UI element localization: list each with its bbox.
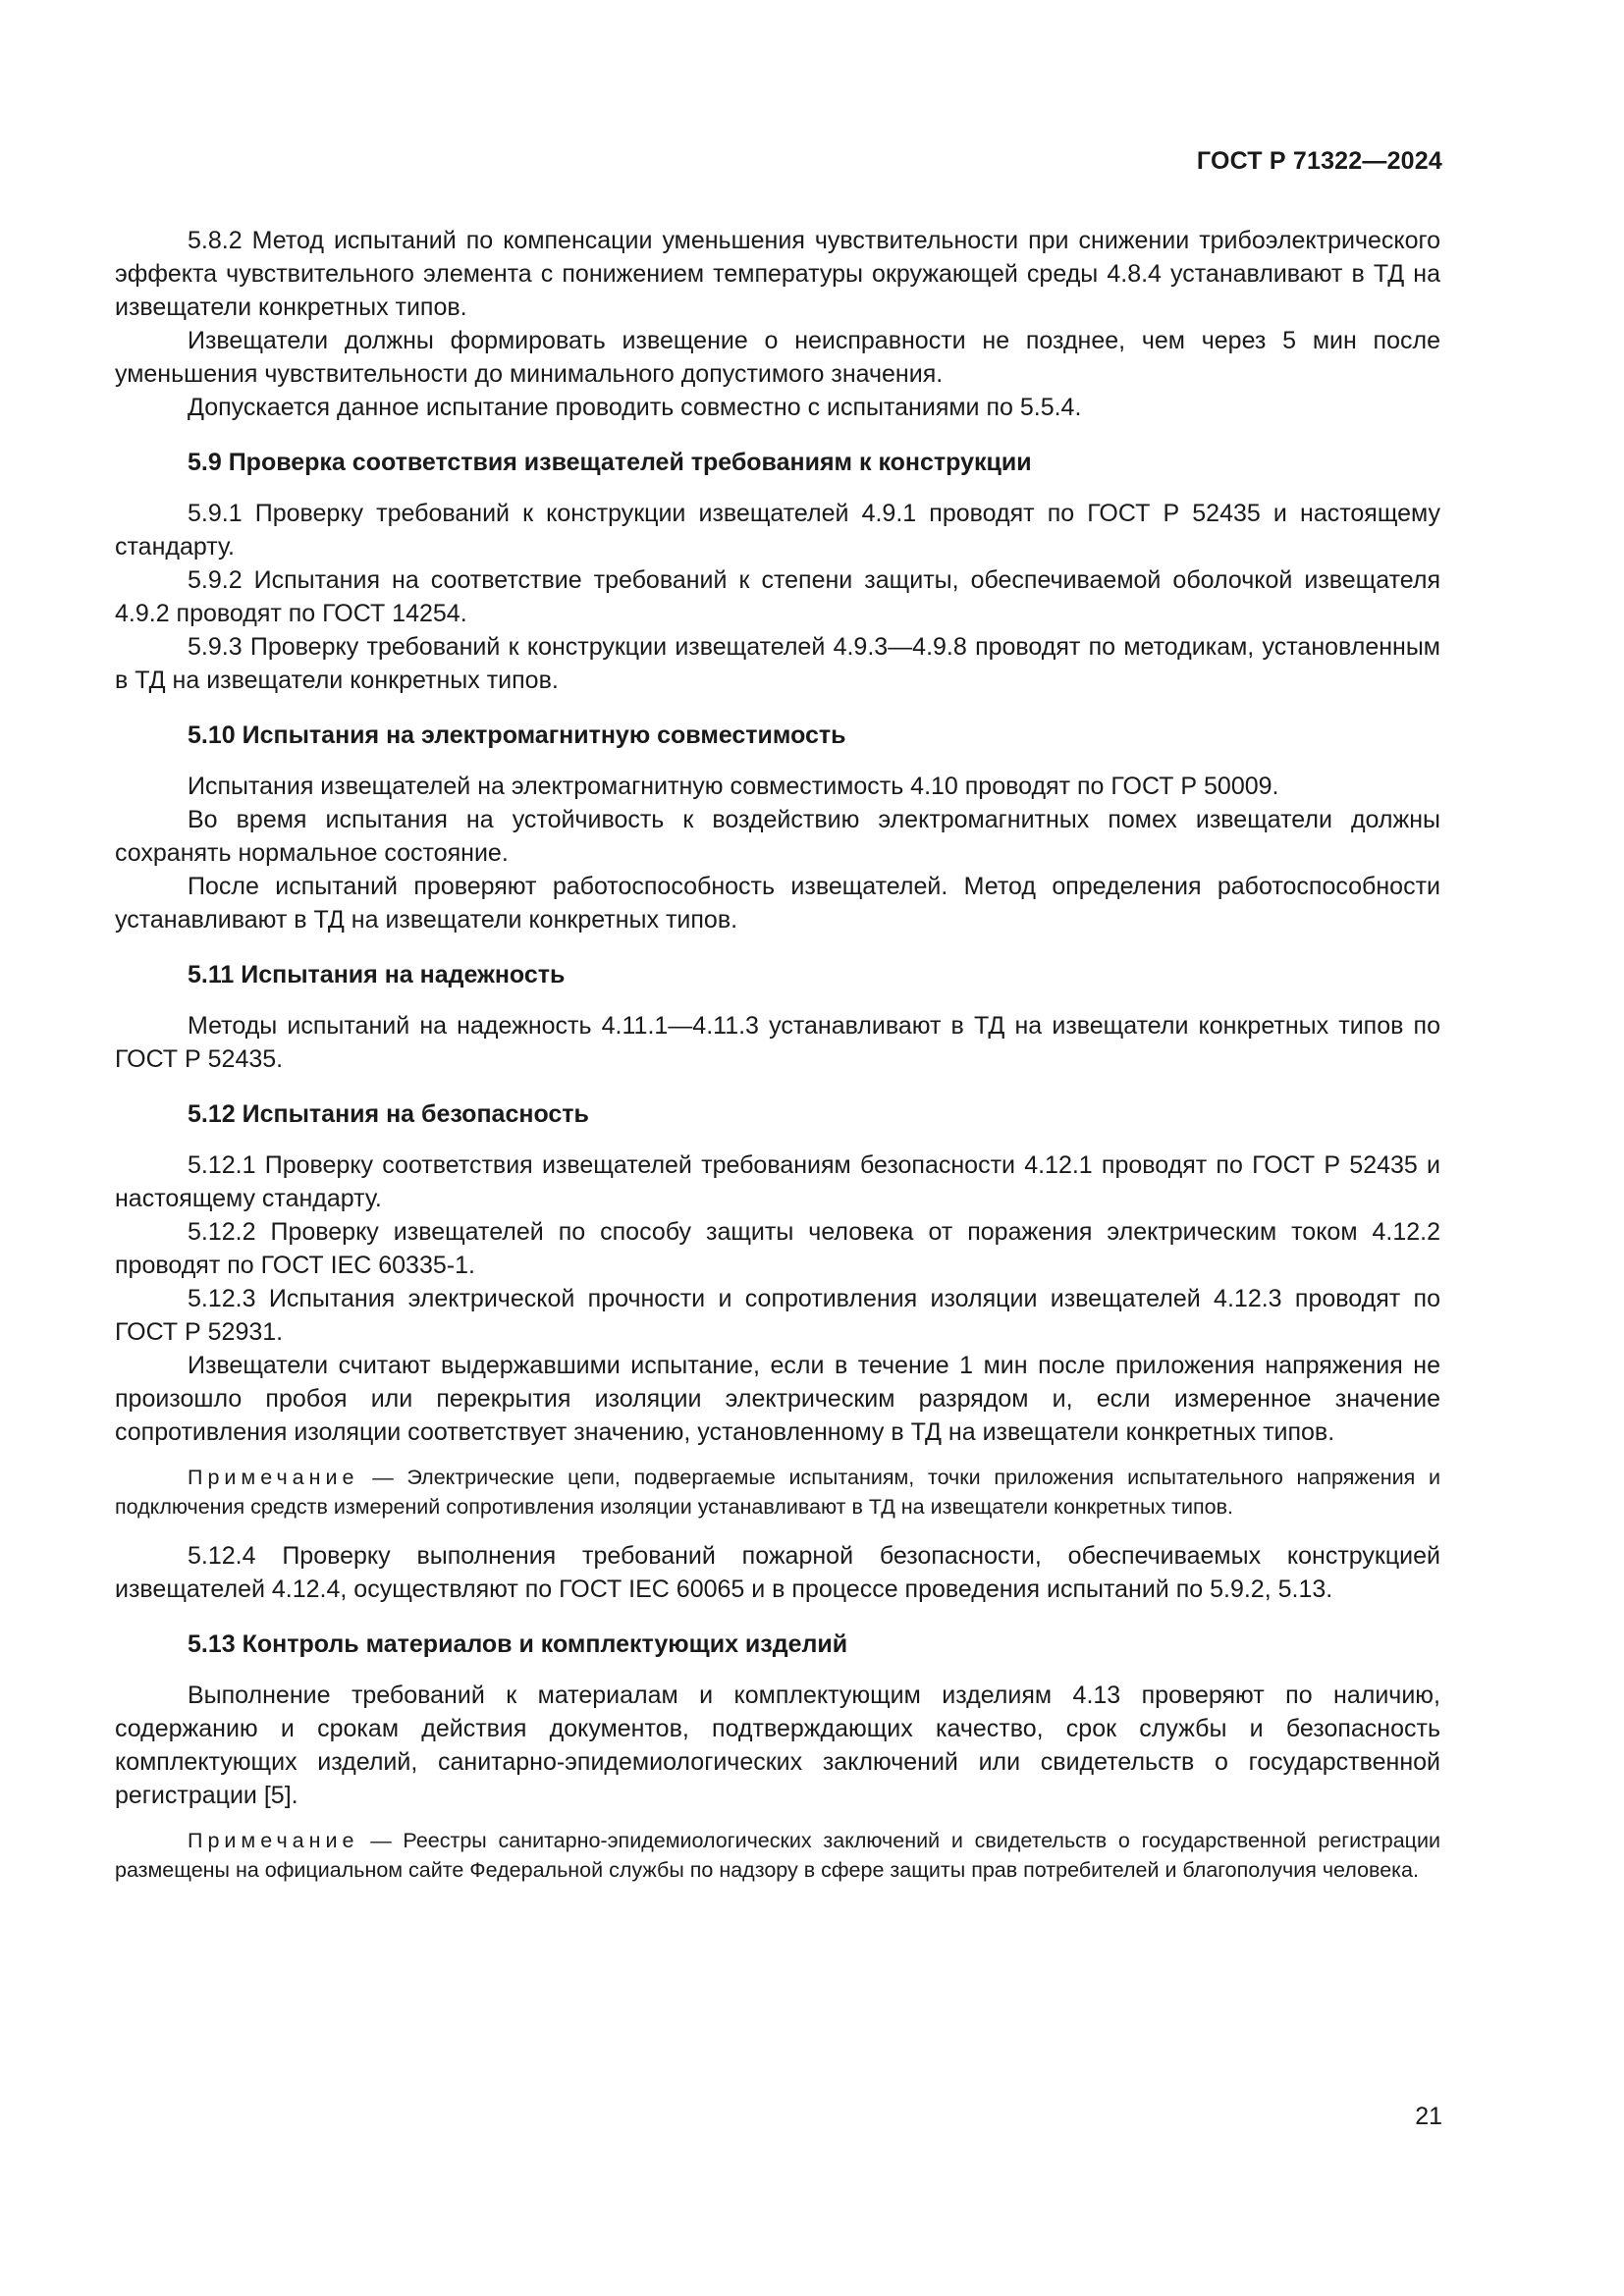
page-number: 21 [1415,2103,1442,2130]
paragraph: Испытания извещателей на электромагнитную совместимость 4.10 проводят по ГОСТ Р 50009. [188,773,1279,800]
paragraph: Выполнение требований к материалам и комплектующим изделиям 4.13 проверяют по наличию, содержанию и срокам действия документов, подтверждающих качество, срок службы и безопасность комплектующих изделий, санитарно-эпидемиологических заключений или свидетельств о государственной регистрации [5]. [115,1682,1440,1809]
section-heading: 5.9 Проверка соответствия извещателей требованиям к конструкции [188,449,1032,476]
note-label: Примечание [188,1829,359,1852]
section-heading: 5.10 Испытания на электромагнитную совместимость [188,721,846,749]
paragraph: Допускается данное испытание проводить совместно с испытаниями по 5.5.4. [188,394,1082,421]
paragraph: Извещатели считают выдержавшими испытание, если в течение 1 мин после приложения напряжения не произошло пробоя или перекрытия изоляции электрическим разрядом и, если измеренное значение сопротивления изоляции соответствует значению, установленному в ТД на извещатели конкретных типов. [115,1352,1440,1446]
paragraph: После испытаний проверяют работоспособность извещателей. Метод определения работоспособности устанавливают в ТД на извещатели конкретных типов. [115,873,1440,934]
paragraph: Методы испытаний на надежность 4.11.1—4.11.3 устанавливают в ТД на извещатели конкретных типов по ГОСТ Р 52435. [115,1012,1440,1073]
paragraph: Во время испытания на устойчивость к воздействию электромагнитных помех извещатели должны сохранять нормальное состояние. [115,806,1440,867]
paragraph: 5.12.1 Проверку соответствия извещателей требованиям безопасности 4.12.1 проводят по ГОСТ Р 52435 и настоящему стандарту. [115,1151,1440,1212]
note-text: — Электрические цепи, подвергаемые испытаниям, точки приложения испытательного напряжения и подключения средств измерений сопротивления изоляции устанавливают в ТД на извещатели конкретных типов. [115,1466,1440,1519]
document-body [115,224,1440,1902]
note [115,1826,1440,1885]
section-heading: 5.12 Испытания на безопасность [188,1100,589,1128]
paragraph: Извещатели должны формировать извещение о неисправности не позднее, чем через 5 мин после уменьшения чувствительности до минимального допустимого значения. [115,327,1440,388]
note-text: — Реестры санитарно-эпидемиологических заключений и свидетельств о государственной регистрации размещены на официальном сайте Федеральной службы по надзору в сфере защиты прав потребителей и благополучия человека. [115,1829,1440,1882]
section-heading: 5.11 Испытания на надежность [188,961,566,988]
note [115,1463,1440,1522]
document-header-id: ГОСТ Р 71322—2024 [1196,147,1442,175]
paragraph: 5.12.3 Испытания электрической прочности и сопротивления изоляции извещателей 4.12.3 проводят по ГОСТ Р 52931. [115,1285,1440,1346]
note-label: Примечание [188,1466,359,1489]
paragraph: 5.9.1 Проверку требований к конструкции извещателей 4.9.1 проводят по ГОСТ Р 52435 и настоящему стандарту. [115,500,1440,561]
paragraph: 5.9.3 Проверку требований к конструкции извещателей 4.9.3—4.9.8 проводят по методикам, установленным в ТД на извещатели конкретных типов. [115,633,1440,694]
paragraph: 5.12.2 Проверку извещателей по способу защиты человека от поражения электрическим током 4.12.2 проводят по ГОСТ IEC 60335-1. [115,1218,1440,1279]
paragraph: 5.12.4 Проверку выполнения требований пожарной безопасности, обеспечиваемых конструкцией извещателей 4.12.4, осуществляют по ГОСТ IEC 60065 и в процессе проведения испытаний по 5.9.2, 5.13. [115,1542,1440,1603]
section-heading: 5.13 Контроль материалов и комплектующих изделий [188,1630,848,1658]
paragraph: 5.9.2 Испытания на соответствие требований к степени защиты, обеспечиваемой оболочкой извещателя 4.9.2 проводят по ГОСТ 14254. [115,566,1440,627]
paragraph: 5.8.2 Метод испытаний по компенсации уменьшения чувствительности при снижении трибоэлектрического эффекта чувствительного элемента с понижением температуры окружающей среды 4.8.4 устанавливают в ТД на извещатели конкретных типов. [115,227,1440,321]
